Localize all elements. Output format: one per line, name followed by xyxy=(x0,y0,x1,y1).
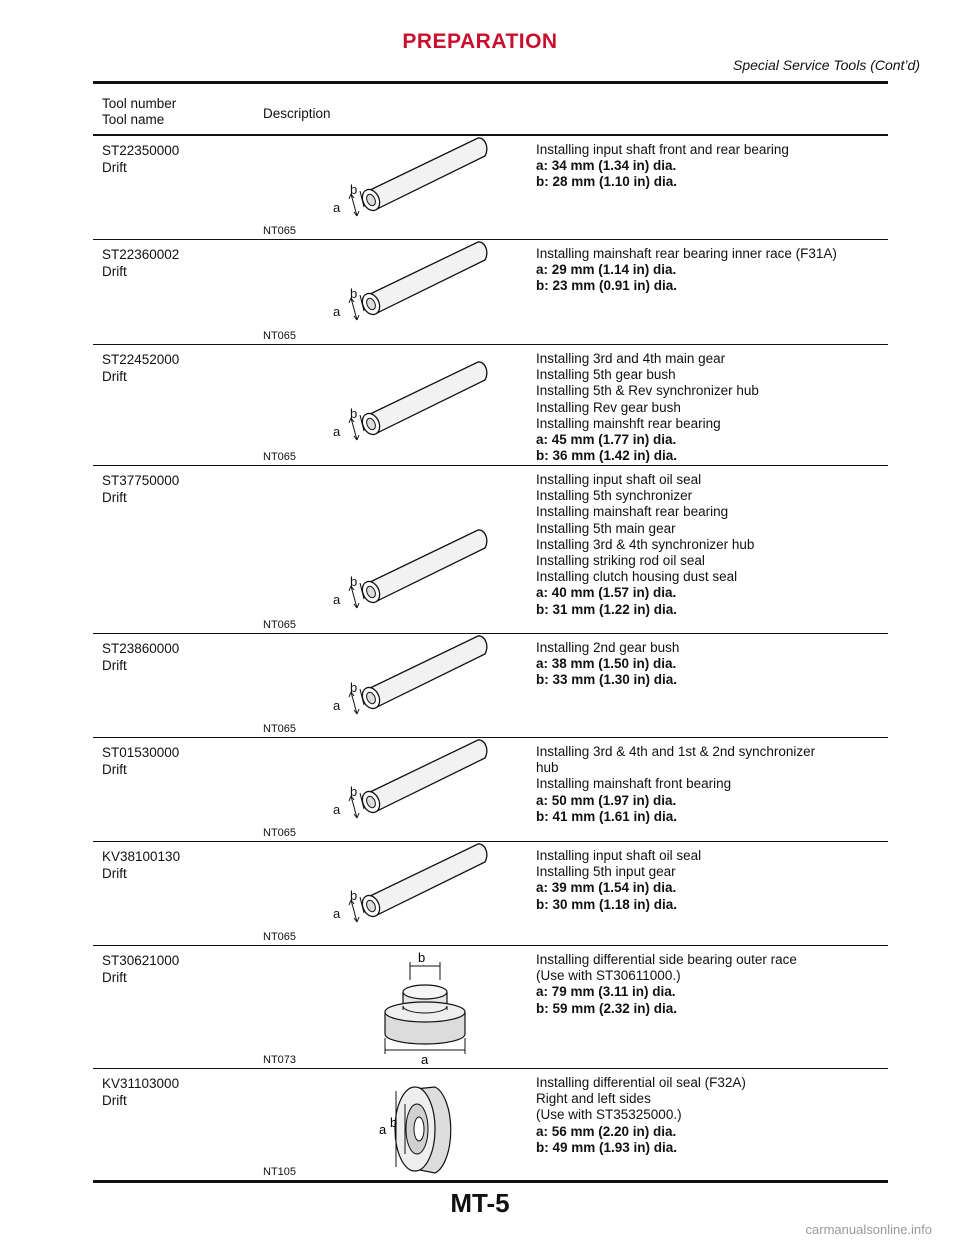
label-b: b xyxy=(390,1115,398,1130)
drift-figure xyxy=(263,360,533,460)
tool-name: Drift xyxy=(102,264,127,279)
description-line: Installing clutch housing dust seal xyxy=(536,569,738,585)
tool-name: Drift xyxy=(102,490,127,505)
description-line: (Use with ST30611000.) xyxy=(536,968,681,984)
description-line: Installing 5th synchronizer xyxy=(536,488,693,504)
column-header-description: Description xyxy=(263,106,331,121)
description-line: Installing 5th main gear xyxy=(536,520,676,536)
figure-code: NT065 xyxy=(263,619,297,631)
label-a: a xyxy=(421,1052,429,1066)
tool-number: ST01530000 xyxy=(102,745,180,760)
description-line: Installing 5th gear bush xyxy=(536,367,676,383)
tool-number: KV38100130 xyxy=(102,849,181,864)
description-line: Installing Rev gear bush xyxy=(536,399,681,415)
table-row xyxy=(93,136,888,240)
drift-figure xyxy=(263,136,533,236)
description-line: Installing differential side bearing outer race xyxy=(536,952,797,967)
table-row xyxy=(93,842,888,946)
table-row xyxy=(93,240,888,345)
dimension-b: b: 33 mm (1.30 in) dia. xyxy=(536,672,678,688)
disc-drift-figure xyxy=(263,1069,533,1179)
table-row xyxy=(93,738,888,842)
tool-number: ST22452000 xyxy=(102,352,180,367)
drift-figure xyxy=(263,240,533,340)
description-line: Installing input shaft front and rear bearing xyxy=(536,142,789,157)
description-line: Installing 3rd & 4th and 1st & 2nd synchronizer xyxy=(536,744,816,759)
description-line: Installing differential oil seal (F32A) xyxy=(536,1075,746,1090)
dimension-a: a: 50 mm (1.97 in) dia. xyxy=(536,792,677,808)
table-row xyxy=(93,634,888,738)
figure-code: NT105 xyxy=(263,1166,297,1178)
tool-number: ST37750000 xyxy=(102,473,180,488)
tool-name: Drift xyxy=(102,970,127,985)
dimension-a: a: 40 mm (1.57 in) dia. xyxy=(536,585,677,601)
description-line: Installing mainshaft rear bearing xyxy=(536,504,729,520)
watermark: carmanualsonline.info xyxy=(805,1222,932,1237)
tool-number: KV31103000 xyxy=(102,1076,180,1091)
dimension-a: a: 38 mm (1.50 in) dia. xyxy=(536,656,677,672)
tool-name: Drift xyxy=(102,866,127,881)
table-row xyxy=(93,1069,888,1183)
table-row xyxy=(93,345,888,466)
description-line: Installing mainshaft front bearing xyxy=(536,776,732,792)
drift-figure xyxy=(263,842,533,942)
figure-code: NT065 xyxy=(263,827,297,839)
column-header-tool xyxy=(102,96,176,128)
page-subtitle: Special Service Tools (Cont’d) xyxy=(732,57,920,73)
label-a: a xyxy=(379,1122,387,1137)
tool-name: Drift xyxy=(102,369,127,384)
description-line: Installing 2nd gear bush xyxy=(536,640,680,655)
dimension-b: b: 23 mm (0.91 in) dia. xyxy=(536,278,678,294)
page-title: PREPARATION xyxy=(402,30,558,53)
description-line: Installing input shaft oil seal xyxy=(536,848,702,863)
description-line: Installing 5th & Rev synchronizer hub xyxy=(536,383,759,399)
description-line: hub xyxy=(536,760,559,776)
figure-code: NT065 xyxy=(263,723,297,735)
tool-number: ST30621000 xyxy=(102,953,180,968)
description-line: Installing mainshft rear bearing xyxy=(536,415,721,431)
tool-number: ST22350000 xyxy=(102,143,180,158)
figure-code: NT065 xyxy=(263,451,297,463)
tool-name: Drift xyxy=(102,160,127,175)
dimension-a: a: 56 mm (2.20 in) dia. xyxy=(536,1123,677,1139)
column-header-tool-number: Tool number xyxy=(102,96,177,111)
figure-code: NT065 xyxy=(263,931,297,943)
tool-number: ST23860000 xyxy=(102,641,180,656)
drift-figure xyxy=(263,528,533,628)
drift-figure xyxy=(263,738,533,838)
table-row xyxy=(93,946,888,1069)
dimension-a: a: 45 mm (1.77 in) dia. xyxy=(536,432,677,448)
dimension-b: b: 49 mm (1.93 in) dia. xyxy=(536,1139,678,1155)
dimension-a: a: 79 mm (3.11 in) dia. xyxy=(536,984,676,1000)
drift-figure xyxy=(263,634,533,734)
figure-code: NT065 xyxy=(263,225,297,237)
description-line: Installing 5th input gear xyxy=(536,864,676,880)
dimension-a: a: 29 mm (1.14 in) dia. xyxy=(536,262,677,278)
tool-number: ST22360002 xyxy=(102,247,180,262)
top-rule xyxy=(93,81,888,84)
description-line: (Use with ST35325000.) xyxy=(536,1107,682,1123)
tool-name: Drift xyxy=(102,1093,127,1108)
description-line: Installing 3rd & 4th synchronizer hub xyxy=(536,536,755,552)
dimension-b: b: 31 mm (1.22 in) dia. xyxy=(536,601,678,617)
label-b: b xyxy=(418,950,426,965)
stepped-drift-figure xyxy=(263,946,533,1066)
dimension-b: b: 41 mm (1.61 in) dia. xyxy=(536,808,678,824)
table-row xyxy=(93,466,888,634)
page-number: MT-5 xyxy=(450,1188,510,1218)
description-line: Right and left sides xyxy=(536,1091,651,1107)
figure-code: NT073 xyxy=(263,1054,297,1066)
dimension-b: b: 36 mm (1.42 in) dia. xyxy=(536,448,678,464)
description-line: Installing striking rod oil seal xyxy=(536,553,705,569)
dimension-b: b: 28 mm (1.10 in) dia. xyxy=(536,174,678,190)
tool-name: Drift xyxy=(102,762,127,777)
dimension-a: a: 39 mm (1.54 in) dia. xyxy=(536,880,677,896)
column-header-tool-name: Tool name xyxy=(102,112,165,127)
description-line: Installing mainshaft rear bearing inner race (F31A) xyxy=(536,246,837,261)
dimension-b: b: 59 mm (2.32 in) dia. xyxy=(536,1000,678,1016)
figure-code: NT065 xyxy=(263,330,297,342)
dimension-a: a: 34 mm (1.34 in) dia. xyxy=(536,158,677,174)
tool-name: Drift xyxy=(102,658,127,673)
dimension-b: b: 30 mm (1.18 in) dia. xyxy=(536,896,678,912)
description-line: Installing 3rd and 4th main gear xyxy=(536,351,726,366)
description-line: Installing input shaft oil seal xyxy=(536,472,702,487)
